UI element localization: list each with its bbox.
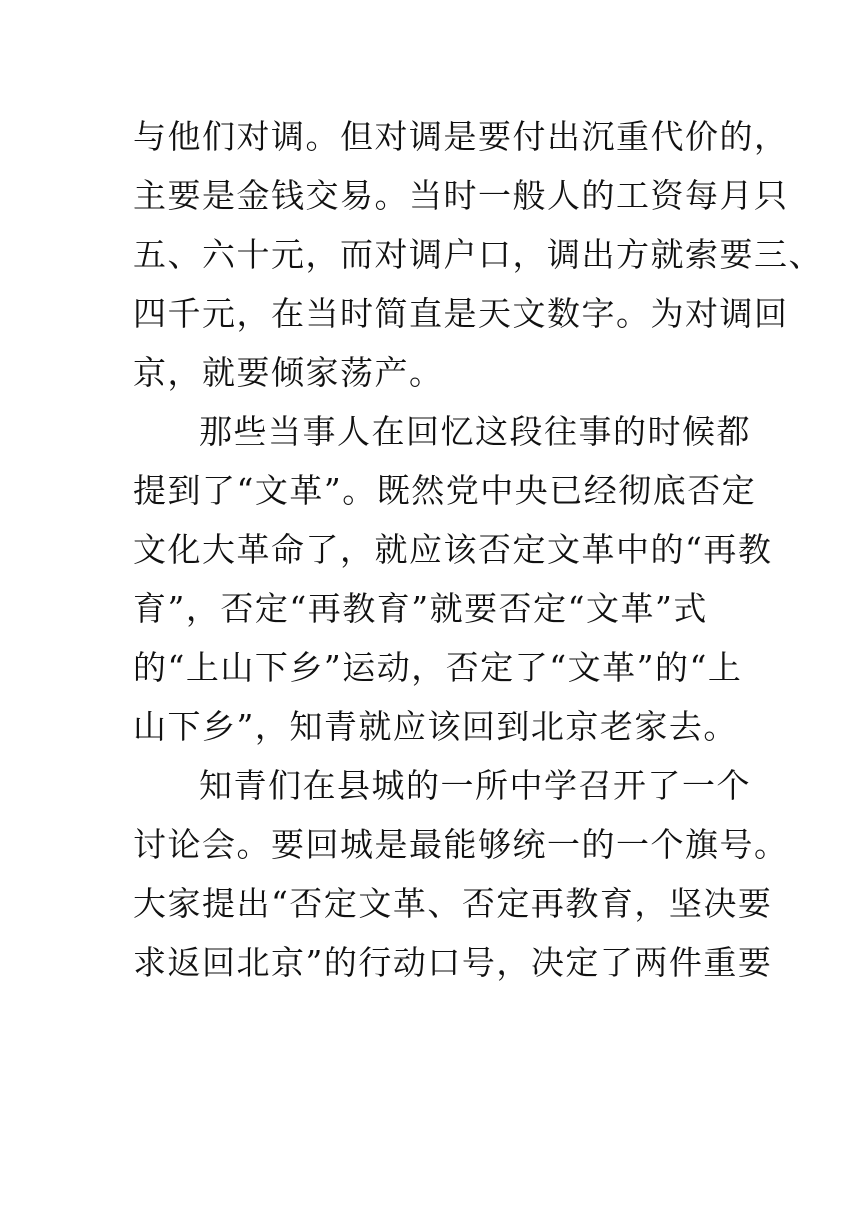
text-line: 大家提出“否定文革、否定再教育，坚决要 <box>133 884 773 923</box>
text-line: 的“上山下乡”运动，否定了“文革”的“上 <box>133 648 743 687</box>
text-line: 求返回北京”的行动口号，决定了两件重要 <box>133 943 773 982</box>
paragraph-start-line: 那些当事人在回忆这段往事的时候都 <box>199 412 751 451</box>
text-line: 五、六十元，而对调户口，调出方就索要三、 <box>133 235 823 274</box>
text-line: 京，就要倾家荡产。 <box>133 353 444 392</box>
text-line: 与他们对调。但对调是要付出沉重代价的， <box>133 117 789 156</box>
body-text <box>133 107 823 992</box>
text-line: 山下乡”，知青就应该回到北京老家去。 <box>133 707 738 746</box>
text-line: 讨论会。要回城是最能够统一的一个旗号。 <box>133 825 789 864</box>
text-line: 文化大革命了，就应该否定文革中的“再教 <box>133 530 773 569</box>
text-line: 主要是金钱交易。当时一般人的工资每月只 <box>133 176 789 215</box>
text-line: 提到了“文革”。既然党中央已经彻底否定 <box>133 471 757 510</box>
text-line: 育”，否定“再教育”就要否定“文革”式 <box>133 589 708 628</box>
text-line: 四千元，在当时简直是天文数字。为对调回 <box>133 294 789 333</box>
paragraph-start-line: 知青们在县城的一所中学召开了一个 <box>199 766 751 805</box>
